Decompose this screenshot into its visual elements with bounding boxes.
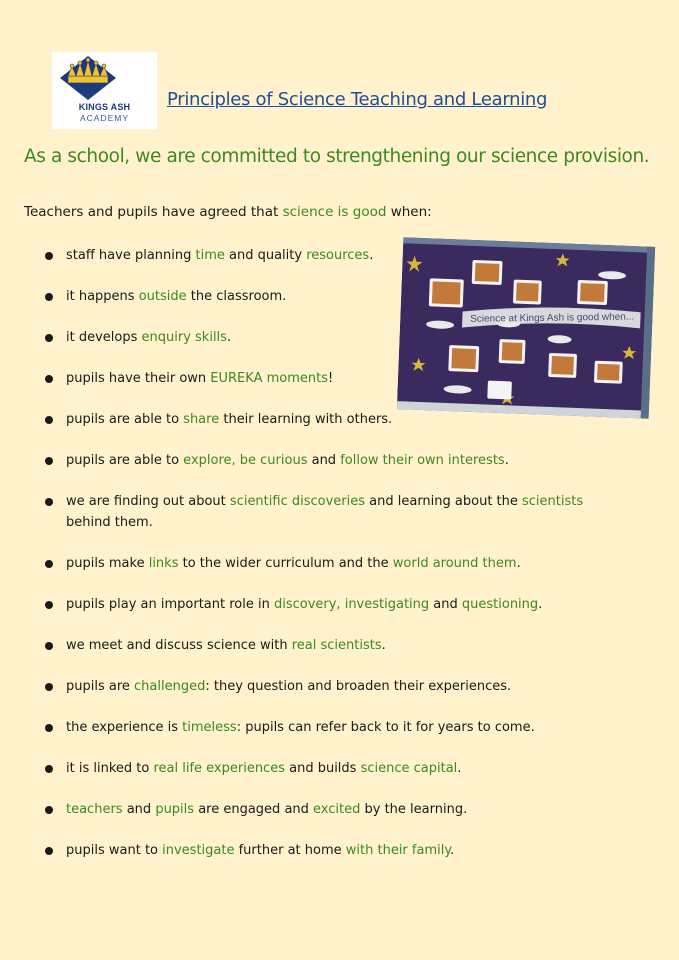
bullet-dot: [45, 416, 53, 424]
page-subtitle: As a school, we are committed to strengthening our science provision.: [24, 146, 650, 167]
bullet-dot: [45, 642, 53, 650]
page-title: Principles of Science Teaching and Learning: [167, 89, 548, 110]
highlight-text: world around them: [392, 556, 517, 571]
list-item-text: are engaged and: [194, 802, 314, 817]
list-item-text: the classroom.: [186, 289, 287, 304]
list-item-text: .: [226, 330, 232, 345]
highlight-text: links: [148, 556, 179, 571]
list-item: [66, 717, 636, 738]
list-item-text: .: [450, 843, 455, 858]
list-item-text: pupils have their own: [66, 371, 211, 386]
bullet-dot: [45, 334, 53, 342]
list-item: [66, 840, 636, 861]
highlight-text: follow their own interests: [340, 453, 505, 468]
list-item-text: !: [327, 371, 334, 386]
list-item: [66, 327, 636, 348]
list-item-text: and: [307, 453, 341, 468]
list-item: [66, 799, 636, 820]
highlight-text: enquiry skills: [141, 330, 227, 345]
list-item: [66, 594, 636, 615]
highlight-text: investigate: [162, 843, 235, 858]
list-item-text: .: [381, 638, 386, 653]
list-item: [66, 450, 636, 471]
bullet-dot: [45, 601, 53, 609]
list-item-text: to the wider curriculum and the: [178, 556, 393, 571]
intro-after: when:: [386, 204, 432, 220]
highlight-text: discovery, investigating: [273, 597, 430, 612]
list-item-text: by the learning.: [360, 802, 468, 817]
list-item-text: pupils play an important role in: [66, 597, 274, 612]
bullet-dot: [45, 765, 53, 773]
list-item-text: : they question and broaden their experiences.: [205, 679, 512, 694]
highlight-text: excited: [313, 802, 361, 817]
bullet-dot: [45, 375, 53, 383]
highlight-text: time: [195, 248, 225, 263]
highlight-text: scientific discoveries: [229, 494, 366, 509]
list-item-text: : pupils can refer back to it for years to come.: [236, 720, 535, 735]
list-item: [66, 245, 636, 266]
highlight-text: explore, be curious: [183, 453, 308, 468]
list-item-text: and builds: [284, 761, 361, 776]
bullet-dot: [45, 252, 53, 260]
list-item-text: pupils want to: [66, 843, 163, 858]
list-item-text: and quality: [224, 248, 307, 263]
list-item-text: their learning with others.: [219, 412, 393, 427]
list-item-text: .: [516, 556, 521, 571]
list-item: [66, 409, 636, 430]
list-item-text: and learning about the: [365, 494, 523, 509]
list-item-text: it happens: [66, 289, 139, 304]
list-item: [66, 491, 626, 533]
bullet-dot: [45, 498, 53, 506]
list-item-text: staff have planning: [66, 248, 196, 263]
bullet-dot: [45, 683, 53, 691]
intro-before: Teachers and pupils have agreed that: [24, 204, 283, 220]
list-item-text: and: [429, 597, 462, 612]
list-item: [66, 553, 636, 574]
list-item-text: pupils make: [66, 556, 149, 571]
list-item-text: the experience is: [66, 720, 183, 735]
list-item: [66, 286, 636, 307]
list-item-text: pupils are able to: [66, 412, 184, 427]
highlight-text: scientists: [522, 494, 584, 509]
highlight-text: with their family: [345, 843, 451, 858]
list-item: [66, 635, 636, 656]
list-item-text: .: [538, 597, 543, 612]
list-item-text: and: [122, 802, 156, 817]
highlight-text: questioning: [461, 597, 539, 612]
list-item-text: pupils are able to: [66, 453, 184, 468]
list-item-text: further at home: [234, 843, 346, 858]
list-item-text: it is linked to: [66, 761, 154, 776]
highlight-text: challenged: [134, 679, 206, 694]
highlight-text: outside: [138, 289, 187, 304]
list-item-text: .: [457, 761, 462, 776]
intro-highlight: science is good: [282, 204, 387, 220]
bullet-dot: [45, 457, 53, 465]
list-item-text: it develops: [66, 330, 142, 345]
list-item: [66, 676, 636, 697]
bullet-dot: [45, 724, 53, 732]
bullet-dot: [45, 847, 53, 855]
highlight-text: teachers: [66, 802, 123, 817]
list-item-text: .: [369, 248, 374, 263]
highlight-text: EUREKA moments: [210, 371, 328, 386]
bullet-dot: [45, 293, 53, 301]
intro-text: [24, 204, 432, 220]
highlight-text: resources: [306, 248, 370, 263]
list-item-text: behind them.: [66, 515, 153, 530]
bullet-dot: [45, 560, 53, 568]
school-logo: [52, 52, 157, 129]
list-item-text: pupils are: [66, 679, 135, 694]
list-item-text: we meet and discuss science with: [66, 638, 292, 653]
photo-caption: Science at Kings Ash is good when...: [470, 311, 635, 325]
highlight-text: share: [183, 412, 220, 427]
highlight-text: science capital: [360, 761, 458, 776]
highlight-text: real scientists: [291, 638, 382, 653]
list-item: [66, 758, 636, 779]
highlight-text: timeless: [182, 720, 237, 735]
logo-name: KINGS ASH: [78, 102, 131, 112]
list-item: [66, 368, 636, 389]
list-item-text: we are finding out about: [66, 494, 230, 509]
highlight-text: pupils: [155, 802, 195, 817]
logo-subtitle: ACADEMY: [79, 113, 130, 123]
crest-icon: [58, 54, 150, 104]
bullet-dot: [45, 806, 53, 814]
highlight-text: real life experiences: [153, 761, 285, 776]
list-item-text: .: [504, 453, 509, 468]
